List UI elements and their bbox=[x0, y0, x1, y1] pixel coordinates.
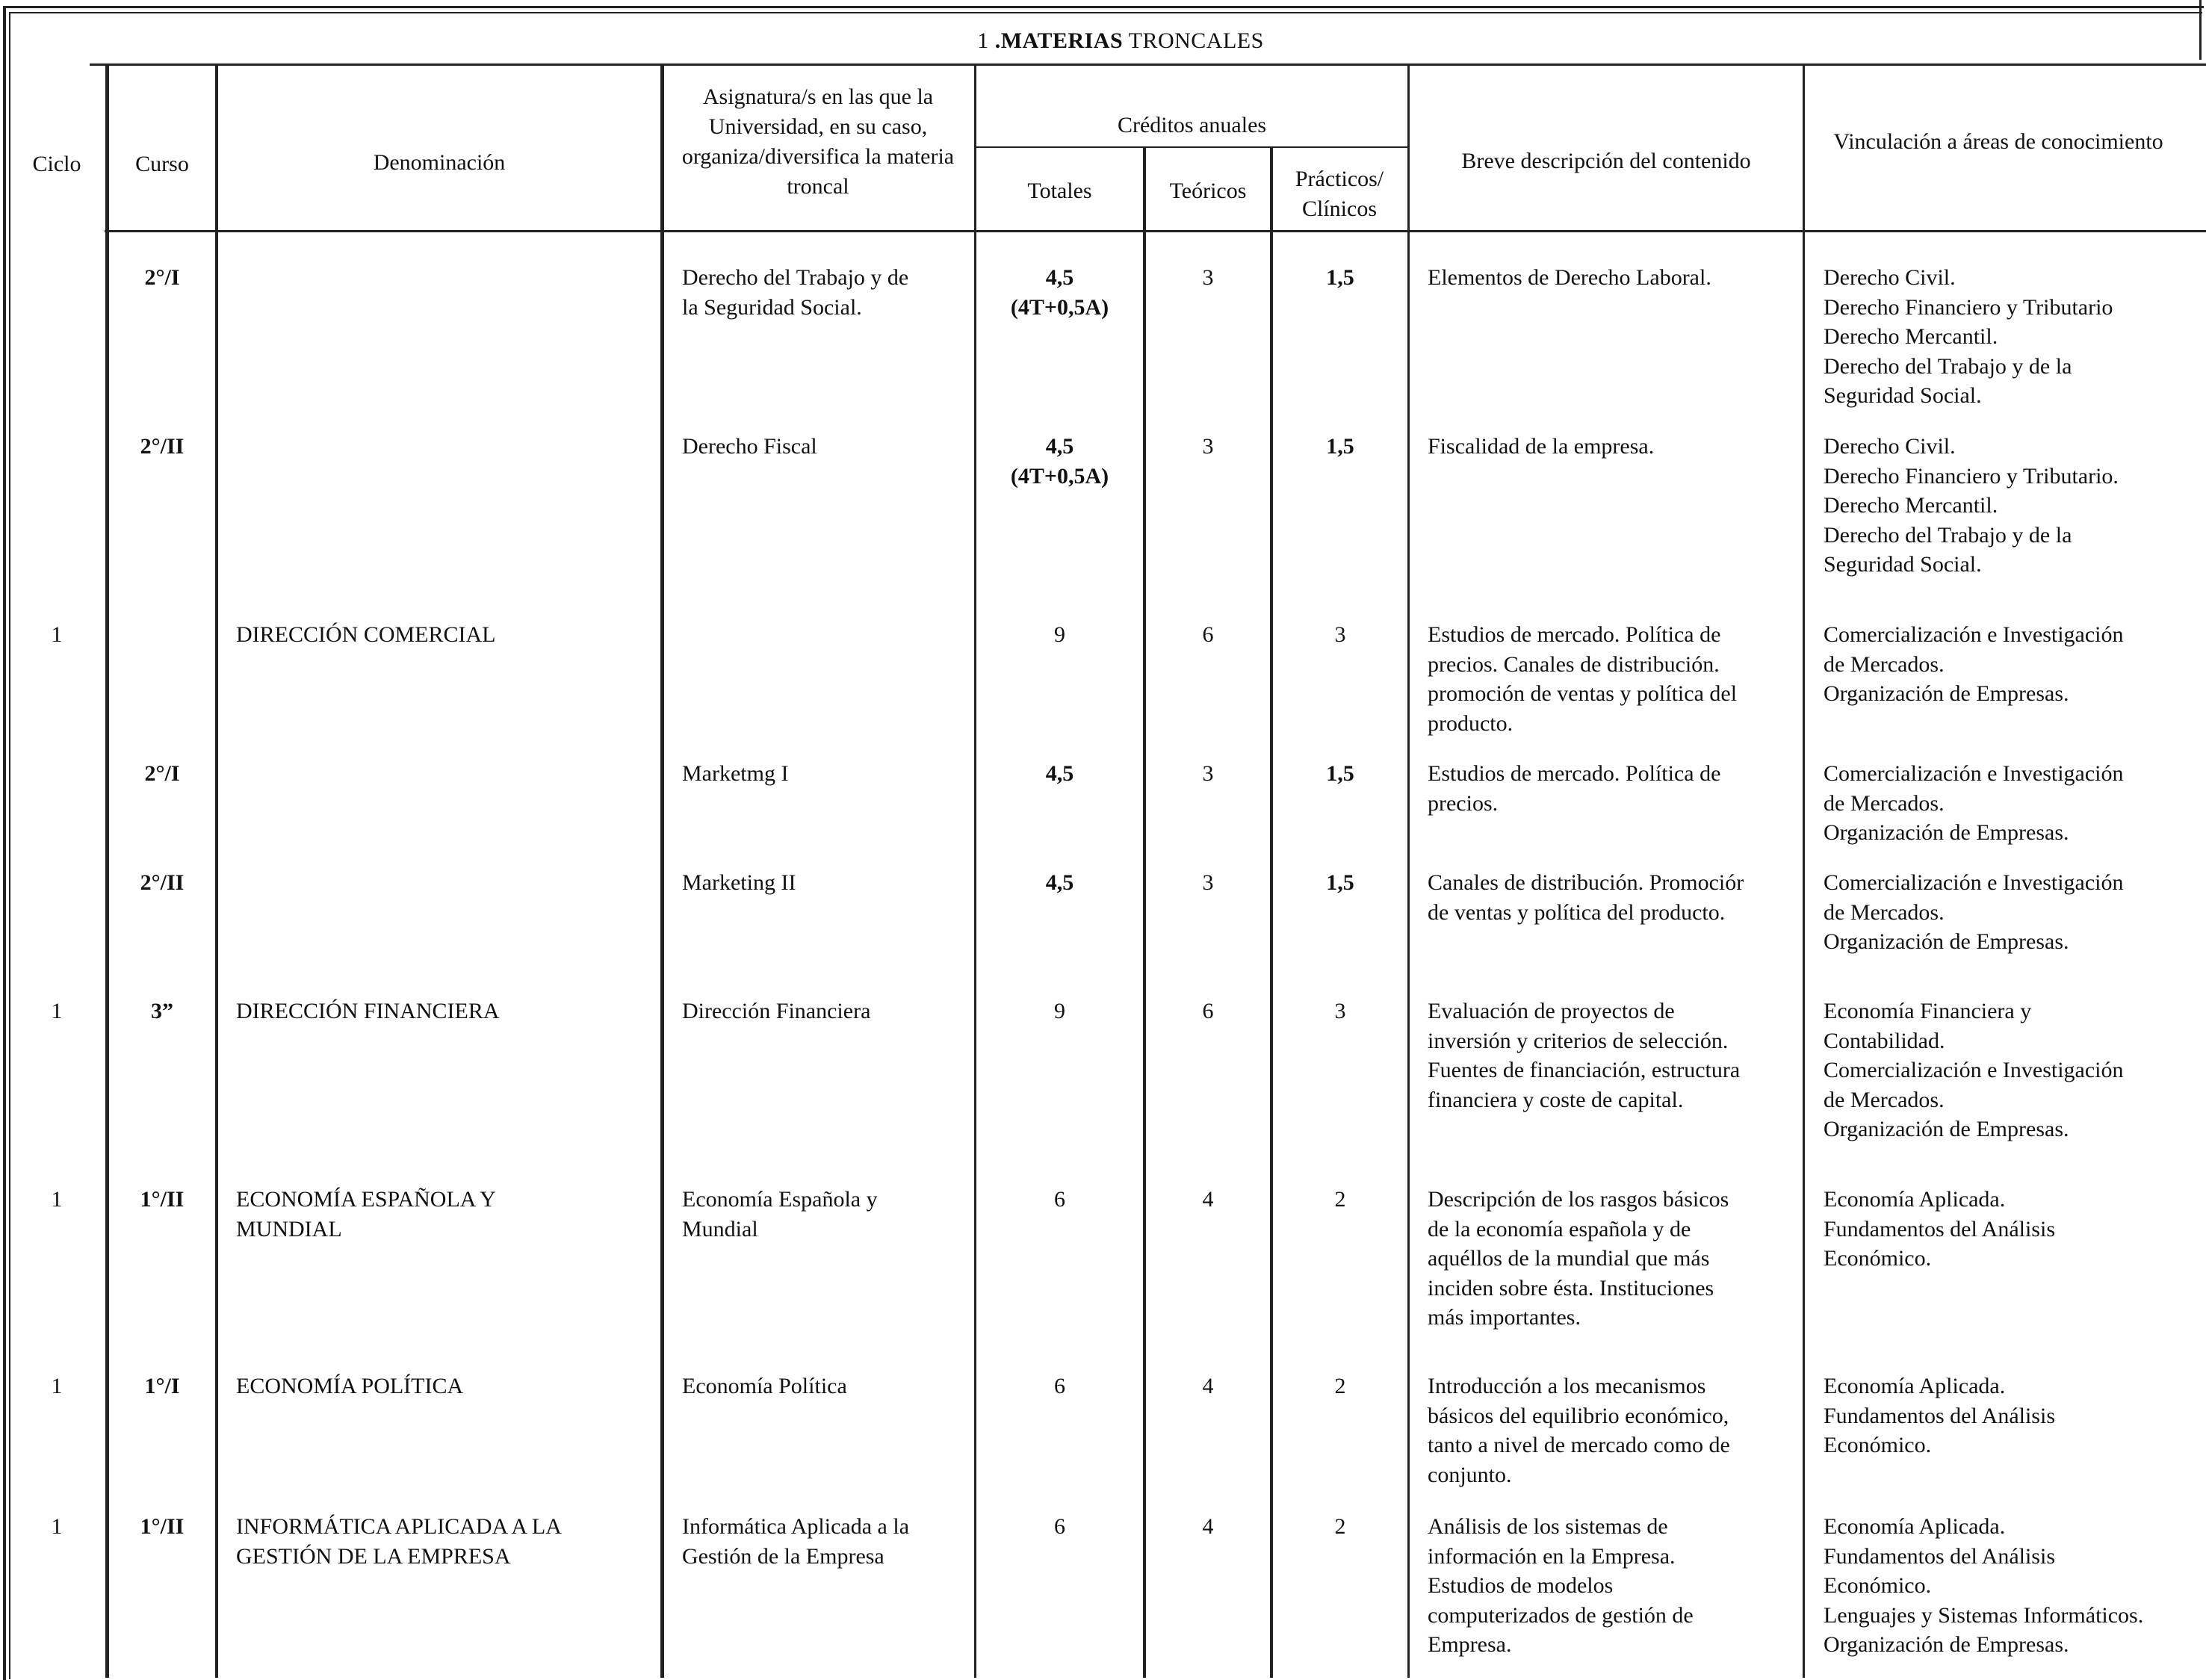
header-top-line bbox=[90, 63, 2206, 66]
cell-asignatura: Derecho del Trabajo y de la Seguridad Social. bbox=[682, 265, 909, 320]
cell-practicos: 3 bbox=[1334, 622, 1346, 647]
col-line-teoricos bbox=[1143, 146, 1146, 1678]
cell-totales: 9 bbox=[1054, 622, 1065, 647]
cell-teoricos: 3 bbox=[1202, 761, 1214, 786]
col-line-practicos bbox=[1270, 146, 1273, 1678]
creditos-divider-line bbox=[976, 146, 1409, 148]
cell-vinculacion: Economía Financiera y Contabilidad. Comercialización e Investigación de Mercados. Organización de Empresas. bbox=[1824, 999, 2124, 1141]
cell-denominacion: ECONOMÍA ESPAÑOLA Y MUNDIAL bbox=[236, 1187, 496, 1242]
title-rest: TRONCALES bbox=[1128, 28, 1264, 53]
cell-ciclo: 1 bbox=[51, 1187, 63, 1212]
cell-descripcion: Introducción a los mecanismos básicos del equilibrio económico, tanto a nivel de mercado como de conjunto. bbox=[1428, 1374, 1730, 1487]
cell-curso: 2°/I bbox=[144, 265, 180, 290]
cell-totales: 6 bbox=[1054, 1187, 1065, 1212]
cell-practicos: 2 bbox=[1334, 1374, 1346, 1398]
cell-practicos: 1,5 bbox=[1326, 870, 1354, 895]
col-line-vinculacion bbox=[1803, 63, 1805, 1678]
header-teoricos: Teóricos bbox=[1169, 179, 1247, 203]
title-number: 1 bbox=[977, 28, 989, 53]
cell-asignatura: Economía Española y Mundial bbox=[682, 1187, 878, 1242]
cell-ciclo: 1 bbox=[51, 999, 63, 1023]
header-ciclo: Ciclo bbox=[32, 152, 81, 176]
header-bottom-line bbox=[105, 230, 2206, 232]
cell-totales: 4,5 bbox=[1045, 870, 1074, 895]
cell-totales: 4,5 (4T+0,5A) bbox=[1010, 434, 1109, 489]
header-curso: Curso bbox=[135, 152, 189, 176]
header-vinculacion: Vinculación a áreas de conocimiento bbox=[1833, 129, 2163, 154]
section-title bbox=[747, 28, 1494, 54]
cell-totales: 6 bbox=[1054, 1374, 1065, 1398]
cell-teoricos: 6 bbox=[1202, 622, 1214, 647]
cell-curso: 2°/II bbox=[140, 434, 185, 459]
cell-practicos: 2 bbox=[1334, 1514, 1346, 1539]
cell-practicos: 1,5 bbox=[1326, 761, 1354, 786]
cell-descripcion: Estudios de mercado. Política de precios. bbox=[1428, 761, 1721, 816]
col-line-denominacion bbox=[215, 66, 218, 1678]
cell-vinculacion: Comercialización e Investigación de Mercados. Organización de Empresas. bbox=[1824, 870, 2124, 954]
cell-descripcion: Descripción de los rasgos básicos de la economía española y de aquéllos de la mundial que más inciden sobre ésta. Instituciones más importantes. bbox=[1428, 1187, 1729, 1330]
cell-curso: 1°/II bbox=[140, 1514, 185, 1539]
cell-totales: 4,5 (4T+0,5A) bbox=[1010, 265, 1109, 320]
cell-totales: 6 bbox=[1054, 1514, 1065, 1539]
cell-teoricos: 3 bbox=[1202, 434, 1214, 459]
cell-teoricos: 4 bbox=[1202, 1374, 1214, 1398]
cell-asignatura: Dirección Financiera bbox=[682, 999, 871, 1023]
header-descripcion: Breve descripción del contenido bbox=[1461, 149, 1751, 173]
cell-descripcion: Estudios de mercado. Política de precios. Canales de distribución. promoción de ventas y política del producto. bbox=[1428, 622, 1738, 736]
cell-practicos: 1,5 bbox=[1326, 265, 1354, 290]
cell-vinculacion: Comercialización e Investigación de Mercados. Organización de Empresas. bbox=[1824, 761, 2124, 845]
cell-descripcion: Análisis de los sistemas de información en la Empresa. Estudios de modelos computerizados de gestión de Empresa. bbox=[1428, 1514, 1694, 1657]
cell-vinculacion: Derecho Civil. Derecho Financiero y Tributario Derecho Mercantil. Derecho del Trabajo y de la Seguridad Social. bbox=[1824, 265, 2113, 408]
cell-teoricos: 4 bbox=[1202, 1187, 1214, 1212]
cell-teoricos: 3 bbox=[1202, 265, 1214, 290]
cell-descripcion: Elementos de Derecho Laboral. bbox=[1428, 265, 1711, 290]
cell-descripcion: Canales de distribución. Promociór de ventas y política del producto. bbox=[1428, 870, 1744, 925]
cell-totales: 9 bbox=[1054, 999, 1065, 1023]
cell-denominacion: DIRECCIÓN FINANCIERA bbox=[236, 999, 500, 1023]
cell-teoricos: 4 bbox=[1202, 1514, 1214, 1539]
cell-vinculacion: Derecho Civil. Derecho Financiero y Tributario. Derecho Mercantil. Derecho del Trabajo y de la Seguridad Social. bbox=[1824, 434, 2119, 577]
header-totales: Totales bbox=[1027, 179, 1092, 203]
cell-asignatura: Marketmg I bbox=[682, 761, 789, 786]
cell-denominacion: ECONOMÍA POLÍTICA bbox=[236, 1374, 464, 1398]
cell-vinculacion: Economía Aplicada. Fundamentos del Análisis Económico. bbox=[1824, 1187, 2055, 1271]
cell-ciclo: 1 bbox=[51, 1514, 63, 1539]
cell-ciclo: 1 bbox=[51, 622, 63, 647]
cell-curso: 1°/II bbox=[140, 1187, 185, 1212]
col-line-asignatura bbox=[660, 63, 664, 1678]
cell-teoricos: 3 bbox=[1202, 870, 1214, 895]
cell-descripcion: Evaluación de proyectos de inversión y criterios de selección. Fuentes de financiación, estructura financiera y coste de capital. bbox=[1428, 999, 1741, 1112]
cell-ciclo: 1 bbox=[51, 1374, 63, 1398]
title-bold: .MATERIAS bbox=[994, 28, 1124, 53]
cell-vinculacion: Comercialización e Investigación de Mercados. Organización de Empresas. bbox=[1824, 622, 2124, 706]
col-line-descripcion bbox=[1407, 63, 1410, 1678]
cell-descripcion: Fiscalidad de la empresa. bbox=[1428, 434, 1655, 459]
cell-asignatura: Informática Aplicada a la Gestión de la Empresa bbox=[682, 1514, 910, 1569]
cell-curso: 1°/I bbox=[144, 1374, 180, 1398]
cell-denominacion: INFORMÁTICA APLICADA A LA GESTIÓN DE LA EMPRESA bbox=[236, 1514, 562, 1569]
header-practicos: Prácticos/ Clínicos bbox=[1295, 167, 1384, 221]
cell-practicos: 2 bbox=[1334, 1187, 1346, 1212]
cell-denominacion: DIRECCIÓN COMERCIAL bbox=[236, 622, 496, 647]
cell-asignatura: Derecho Fiscal bbox=[682, 434, 817, 459]
cell-vinculacion: Economía Aplicada. Fundamentos del Análisis Económico. bbox=[1824, 1374, 2055, 1457]
cell-curso: 2°/II bbox=[140, 870, 185, 895]
header-asignatura: Asignatura/s en las que la Universidad, en su caso, organiza/diversifica la materia troncal bbox=[681, 84, 955, 199]
cell-teoricos: 6 bbox=[1202, 999, 1214, 1023]
cell-totales: 4,5 bbox=[1045, 761, 1074, 786]
cell-practicos: 1,5 bbox=[1326, 434, 1354, 459]
cell-practicos: 3 bbox=[1334, 999, 1346, 1023]
header-creditos: Créditos anuales bbox=[1117, 113, 1267, 137]
header-denominacion: Denominación bbox=[373, 150, 506, 175]
right-frame-mark bbox=[2199, 0, 2206, 60]
cell-vinculacion: Economía Aplicada. Fundamentos del Análisis Económico. Lenguajes y Sistemas Informáticos. Organización de Empresas. bbox=[1824, 1514, 2144, 1657]
cell-curso: 3” bbox=[151, 999, 173, 1023]
cell-curso: 2°/I bbox=[144, 761, 180, 786]
cell-asignatura: Marketing II bbox=[682, 870, 796, 895]
cell-asignatura: Economía Política bbox=[682, 1374, 847, 1398]
